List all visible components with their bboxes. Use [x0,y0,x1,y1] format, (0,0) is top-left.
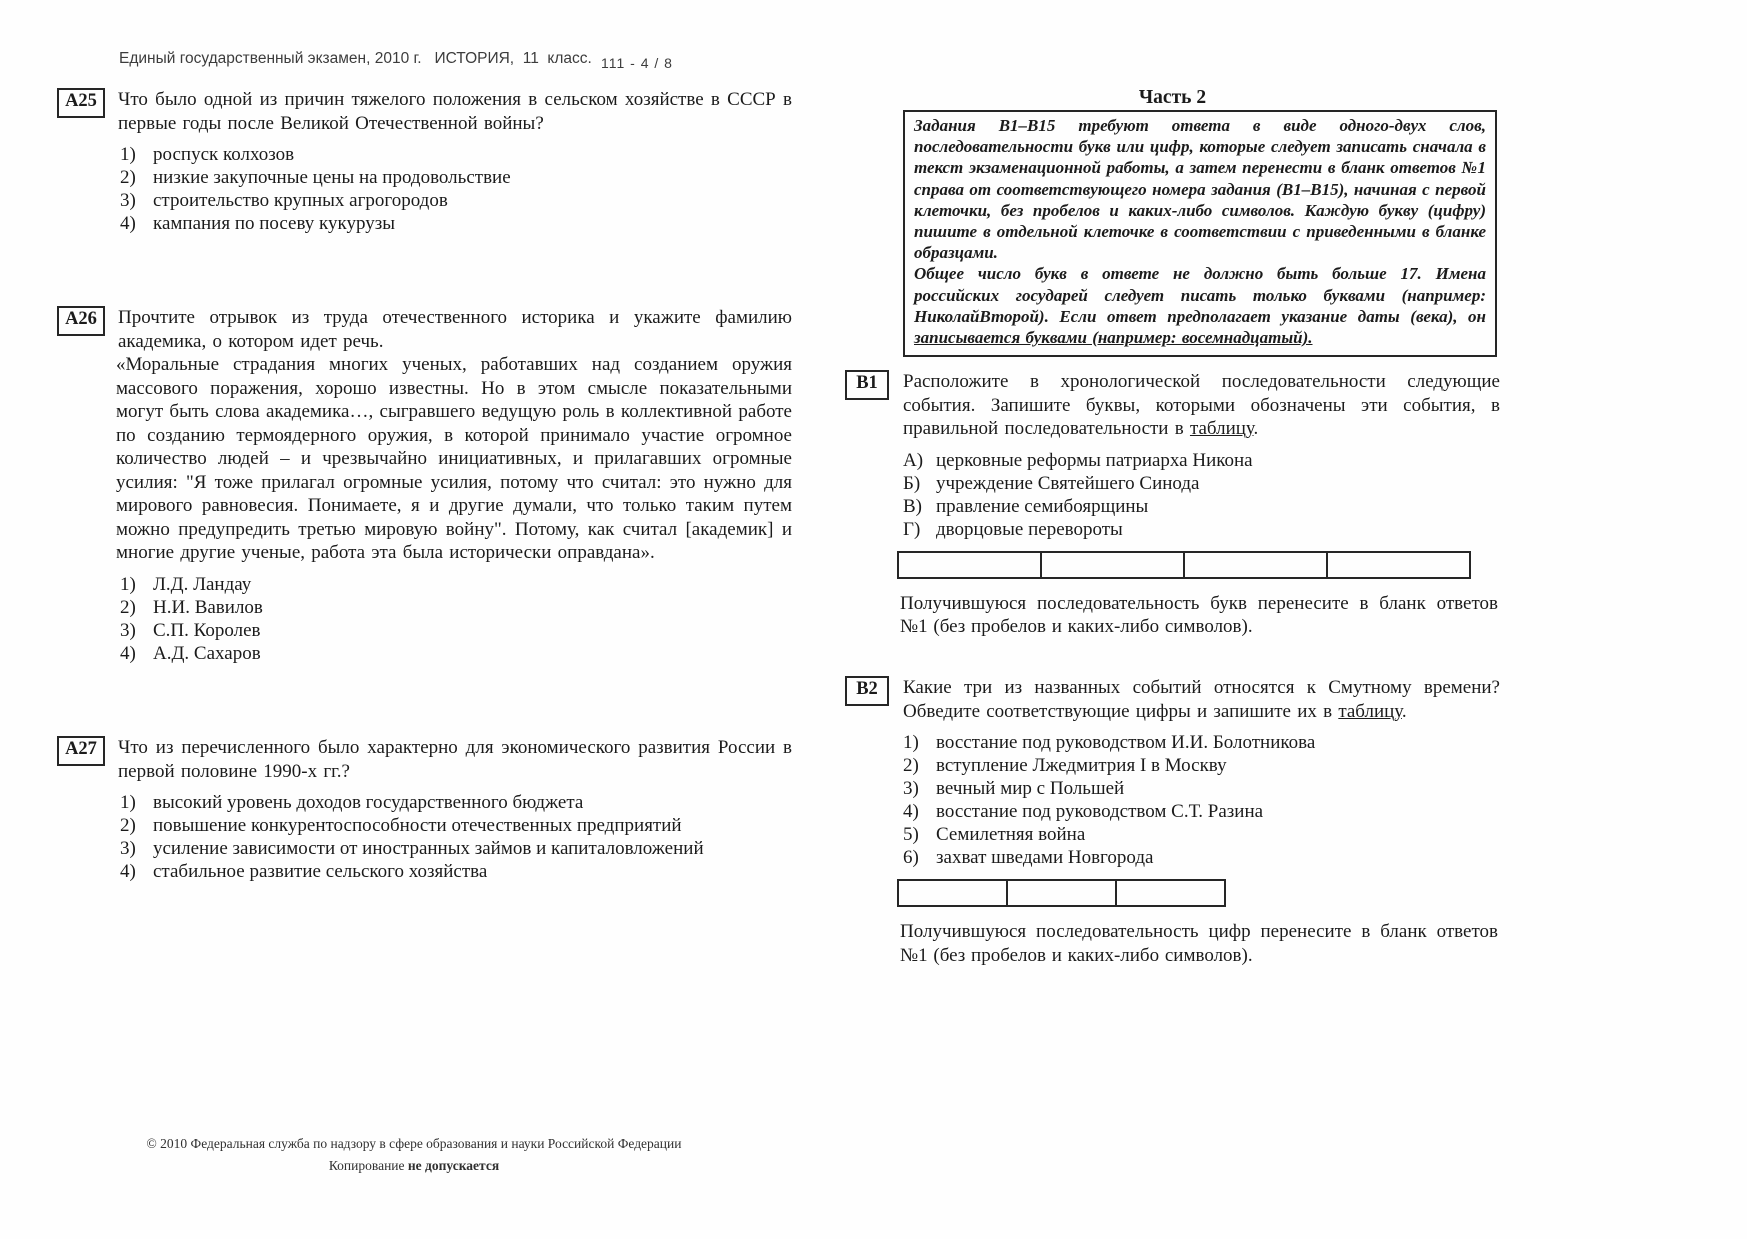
question-text [903,676,1500,723]
option-row [903,731,1500,754]
option-text: низкие закупочные цены на продовольствие [153,167,511,188]
answer-cell [1184,552,1327,578]
question-label: А25 [57,88,105,118]
option-text: А.Д. Сахаров [153,642,261,664]
option-text: повышение конкурентоспособности отечественных предприятий [153,815,682,836]
answer-cell [1007,880,1116,906]
question-label: А26 [57,306,105,336]
option-marker: А) [903,449,924,471]
transfer-note: Получившуюся последовательность букв перенесите в бланк ответов №1 (без пробелов и каких-либо символов). [900,592,1498,637]
option-marker: 2) [120,167,136,188]
option-row [120,166,792,189]
answer-cell [1116,880,1225,906]
option-text: дворцовые перевороты [936,518,1123,540]
question-label: В1 [845,370,889,400]
question-text [903,370,1500,441]
option-text: захват шведами Новгорода [936,847,1154,868]
option-marker: 4) [120,861,136,882]
options-list [120,573,792,665]
answer-cell [898,552,1041,578]
option-text: учреждение Святейшего Синода [936,472,1200,494]
option-text: восстание под руководством И.И. Болотникова [936,732,1316,753]
option-text: Л.Д. Ландау [153,573,252,595]
part2-title: Часть 2 [1138,87,1207,108]
page-header-title: Единый государственный экзамен, 2010 г. ИСТОРИЯ, 11 класс. [119,50,592,67]
option-marker: 3) [120,619,136,641]
option-marker: 2) [120,596,136,618]
options-list [120,791,792,883]
question-text-start: Расположите в хронологической последовательности следующие события. Запишите буквы, которыми обозначены эти события, в правильной последовательности в [903,371,1500,439]
question-b2 [845,676,1500,967]
option-marker: 5) [903,824,919,845]
page-footer [57,1136,771,1174]
option-row [903,800,1500,823]
question-label: А27 [57,736,105,766]
answer-table-b1 [897,551,1471,579]
option-row [120,814,792,837]
question-text: Что было одной из причин тяжелого положения в сельском хозяйстве в СССР в первые годы после Великой Отечественной войны? [118,89,792,134]
instructions-paragraph-2-text: Общее число букв в ответе не должно быть больше 17. Имена российских государей следует писать только буквами (например: НиколайВторой). Если ответ предполагает указание даты (века), он [914,264,1486,326]
option-text: вступление Лжедмитрия I в Москву [936,755,1227,776]
answer-cell [1041,552,1184,578]
option-marker: 1) [120,573,136,595]
option-text: стабильное развитие сельского хозяйства [153,861,488,882]
option-marker: В) [903,495,922,517]
question-a26 [57,306,792,665]
option-row [120,642,792,665]
option-marker: 4) [120,642,136,664]
option-marker: Г) [903,518,921,540]
option-row [120,791,792,814]
option-row [903,846,1500,869]
option-text: усиление зависимости от иностранных займов и капиталовложений [153,838,704,859]
option-text: кампания по посеву кукурузы [153,213,395,234]
question-b1 [845,370,1500,639]
question-text-underlined: таблицу [1338,700,1402,722]
question-label: В2 [845,676,889,706]
option-marker: 2) [120,815,136,836]
question-a25 [57,88,792,235]
option-marker: 1) [120,792,136,813]
part2-instructions-box [903,110,1497,357]
instructions-paragraph-1: Задания В1–В15 требуют ответа в виде одного-двух слов, последовательности букв или цифр, которые следует записать сначала в текст экзаменационной работы, а затем перенести в бланк ответов №1 справа от соответствующего номера задания (В1–В15), начиная с первой клеточки, без пробелов и каких-либо символов. Каждую букву (цифру) пишите в отдельной клеточке в соответствии с приведенными в бланке образцами. [914,116,1486,263]
option-row [120,212,792,235]
option-row [903,518,1500,541]
option-text: Н.И. Вавилов [153,596,263,618]
option-marker: 3) [120,838,136,859]
source-passage: «Моральные страдания многих ученых, работавших над созданием оружия массового поражения, хорошо известны. Но в этом смысле показательными могут быть слова академика…, сыгравшего ведущую роль в коллективной работе по созданию термоядерного оружия, в которой принимало участие огромное количество людей – и чрезвычайно инициативных, и прилагавших огромные усилия: "Я тоже прилагал огромные усилия, потому что считал: это нужно для мирового равновесия. Понимаете, я и другие думали, что только таким путем можно предупредить третью мировую войну". Потому, как считал [академик] и многие другие ученые, работа эта была исторически оправдана». [116,354,792,563]
option-row [903,754,1500,777]
instructions-underlined-text: записывается буквами (например: восемнадцатый). [914,328,1313,348]
option-marker: 1) [903,732,919,753]
footer-copyright: © 2010 Федеральная служба по надзору в сфере образования и науки Российской Федерации [146,1136,682,1151]
option-row [120,837,792,860]
option-row [120,143,792,166]
answer-table-b2 [897,879,1226,907]
option-row [120,596,792,619]
option-text: правление семибоярщины [936,495,1149,517]
option-row [120,573,792,596]
question-a27 [57,736,792,883]
option-text: высокий уровень доходов государственного бюджета [153,792,584,813]
option-text: Семилетняя война [936,824,1086,845]
option-row [120,189,792,212]
footer-warning-bold: не допускается [407,1158,500,1173]
option-marker: 4) [903,801,919,822]
option-marker: 2) [903,755,919,776]
options-list [903,449,1500,541]
option-marker: 6) [903,847,919,868]
footer-warning-text: Копирование [328,1158,408,1173]
option-row [903,472,1500,495]
question-text: Что из перечисленного было характерно для экономического развития России в первой половине 1990-х гг.? [118,737,792,782]
option-marker: 1) [120,144,136,165]
question-text-end: . [1253,418,1259,439]
page-code: 111 - 4 / 8 [601,55,673,71]
question-text: Прочтите отрывок из труда отечественного историка и укажите фамилию академика, о котором идет речь. [118,307,792,352]
option-row [120,619,792,642]
instructions-paragraph-2 [914,263,1486,348]
option-text: церковные реформы патриарха Никона [936,449,1253,471]
option-row [903,777,1500,800]
option-row [903,495,1500,518]
option-marker: 3) [120,190,136,211]
option-text: строительство крупных агрогородов [153,190,448,211]
answer-cell [1327,552,1470,578]
options-list [120,143,792,235]
options-list [903,731,1500,869]
option-marker: 3) [903,778,919,799]
question-text-start: Какие три из названных событий относятся к Смутному времени? Обведите соответствующие цифры и запишите их в [903,677,1500,722]
transfer-note: Получившуюся последовательность цифр перенесите в бланк ответов №1 (без пробелов и каких-либо символов). [900,921,1498,966]
option-text: вечный мир с Польшей [936,778,1125,799]
footer-copy-warning [57,1158,771,1174]
option-marker: Б) [903,472,921,494]
option-text: С.П. Королев [153,619,261,641]
question-text-end: . [1401,700,1407,722]
option-text: восстание под руководством С.Т. Разина [936,801,1264,822]
option-text: роспуск колхозов [153,144,295,165]
option-row [903,449,1500,472]
question-text-underlined: таблицу [1189,418,1254,439]
option-row [120,860,792,883]
answer-cell [898,880,1007,906]
option-marker: 4) [120,213,136,234]
option-row [903,823,1500,846]
